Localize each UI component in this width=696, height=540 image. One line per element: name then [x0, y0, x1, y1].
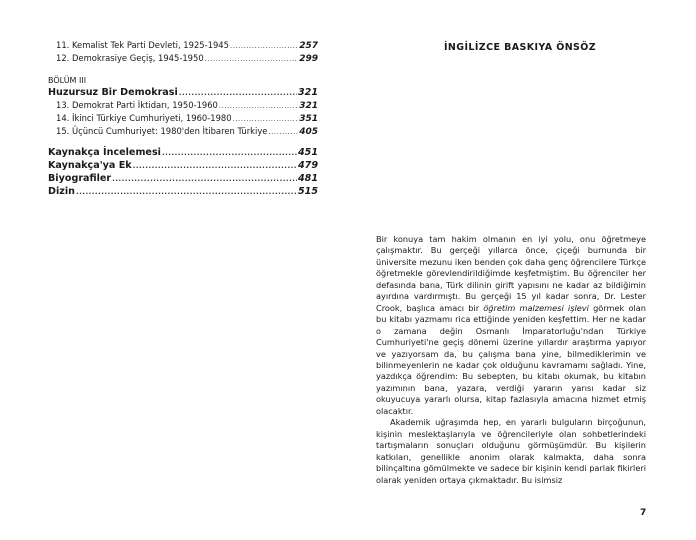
toc-entry-title: Huzursuz Bir Demokrasi: [48, 87, 178, 98]
toc-entry-page: 257: [299, 41, 318, 51]
toc-entry-title: Kaynakça'ya Ek: [48, 160, 132, 171]
leader-dots: [233, 115, 299, 123]
toc-entry-title: 12. Demokrasiye Geçiş, 1945-1950: [56, 53, 204, 63]
paragraph-text: görmek olan bu kitabı yazmamı rica ettiğinde yeniden keşfettim. Her ne kadar o zamana değin Osmanlı İmparatorluğu'ndan Türkiye Cumhuriyeti'ne geçiş dönemi üzerine yıllardır araştırma yapıyor ve yazıyorsam da, bu çalışma bana yine, bilmediklerimin ve bilinmeyenlerin ne kadar çok olduğunu kavramamı sağladı. Yine, yazdıkça öğrendim: Bu sebepten, bu kitabı okumak, bu kitabın yazımının bana, yazara, verdiği yararın yarısı kadar siz okuyucuya yararlı olursa, kitap fazlasıyla amacına hizmet etmiş olacaktır.: [376, 302, 646, 416]
leader-dots: [76, 188, 297, 196]
leader-dots: [162, 149, 297, 157]
section-label: BÖLÜM III: [48, 76, 87, 85]
toc-entry-title: 11. Kemalist Tek Parti Devleti, 1925-1945: [56, 40, 229, 50]
leader-dots: [133, 162, 297, 170]
toc-entry: [48, 53, 318, 66]
right-page: [348, 0, 696, 540]
toc-entry-page: 479: [297, 160, 318, 171]
preface-paragraph: [376, 234, 646, 417]
toc-entry-page: 299: [299, 54, 318, 64]
toc-entry: [48, 113, 318, 126]
toc-entry-title: Dizin: [48, 186, 75, 197]
toc-entry-title: 13. Demokrat Parti İktidarı, 1950-1960: [56, 100, 218, 110]
toc-entry-page: 451: [297, 147, 318, 158]
toc-entry-page: 321: [297, 87, 318, 98]
paragraph-text: Bir konuya tam hakim olmanın en iyi yolu, onu öğretmeye çalışmaktır. Bu gerçeği yıllarca önce, çiçeği burnunda bir üniversite mezunu iken benden çok daha genç öğrencilere Türkçe öğretmekle görevlendirildiğimde keşfetmiştim. Bu öğrenciler her defasında bana, Türk dilinin girift yapısını ne kadar az bildiğimin ayırdına vardırmıştı. Bu gerçeği 15 yıl kadar sonra, Dr. Lester Crook, başlıca amacı bir: [376, 234, 646, 313]
toc-entry-page: 515: [297, 186, 318, 197]
leader-dots: [230, 42, 298, 50]
toc-entry: [48, 126, 318, 139]
toc-entry-title: 14. İkinci Türkiye Cumhuriyeti, 1960-1980: [56, 113, 232, 123]
toc-entry-page: 321: [299, 101, 318, 111]
preface-heading: İNGİLİZCE BASKIYA ÖNSÖZ: [444, 42, 597, 53]
toc-back-matter-entry: [48, 173, 318, 186]
toc-entry-title: 15. Üçüncü Cumhuriyet: 1980'den İtibaren Türkiye: [56, 126, 268, 136]
page-number: 7: [640, 508, 647, 518]
toc-entry: [48, 100, 318, 113]
toc-entry-page: 481: [297, 173, 318, 184]
leader-dots: [268, 128, 298, 136]
leader-dots: [205, 55, 299, 63]
leader-dots: [179, 89, 297, 97]
toc-entry-page: 351: [299, 114, 318, 124]
toc-back-matter-entry: [48, 186, 318, 199]
toc-entry: [48, 40, 318, 53]
preface-paragraph: Akademik uğraşımda hep, en yararlı bulguların birçoğunun, kişinin meslektaşlarıyla ve öğrencileriyle olan sohbetlerindeki tartışmaların sonuçları olduğunu görmüşümdür. Bu kişilerin katkıları, genellikle anonim olarak kalmakta, daha sonra bilinçaltına gömülmekte ve sadece bir kişinin kendi parlak fikirleri olarak yeniden ortaya çıkmaktadır. Bu isimsiz: [376, 417, 646, 485]
emphasized-text: öğretim malzemesi işlevi: [483, 302, 589, 313]
preface-body: [376, 234, 646, 486]
toc-back-matter-entry: [48, 147, 318, 160]
leader-dots: [219, 102, 298, 110]
toc-entry-page: 405: [299, 127, 318, 137]
toc-entry-title: Biyografiler: [48, 173, 112, 184]
leader-dots: [112, 175, 297, 183]
toc-entry-title: Kaynakça İncelemesi: [48, 147, 161, 158]
table-of-contents: [48, 40, 318, 199]
toc-back-matter-entry: [48, 160, 318, 173]
toc-section-title: [48, 87, 318, 100]
